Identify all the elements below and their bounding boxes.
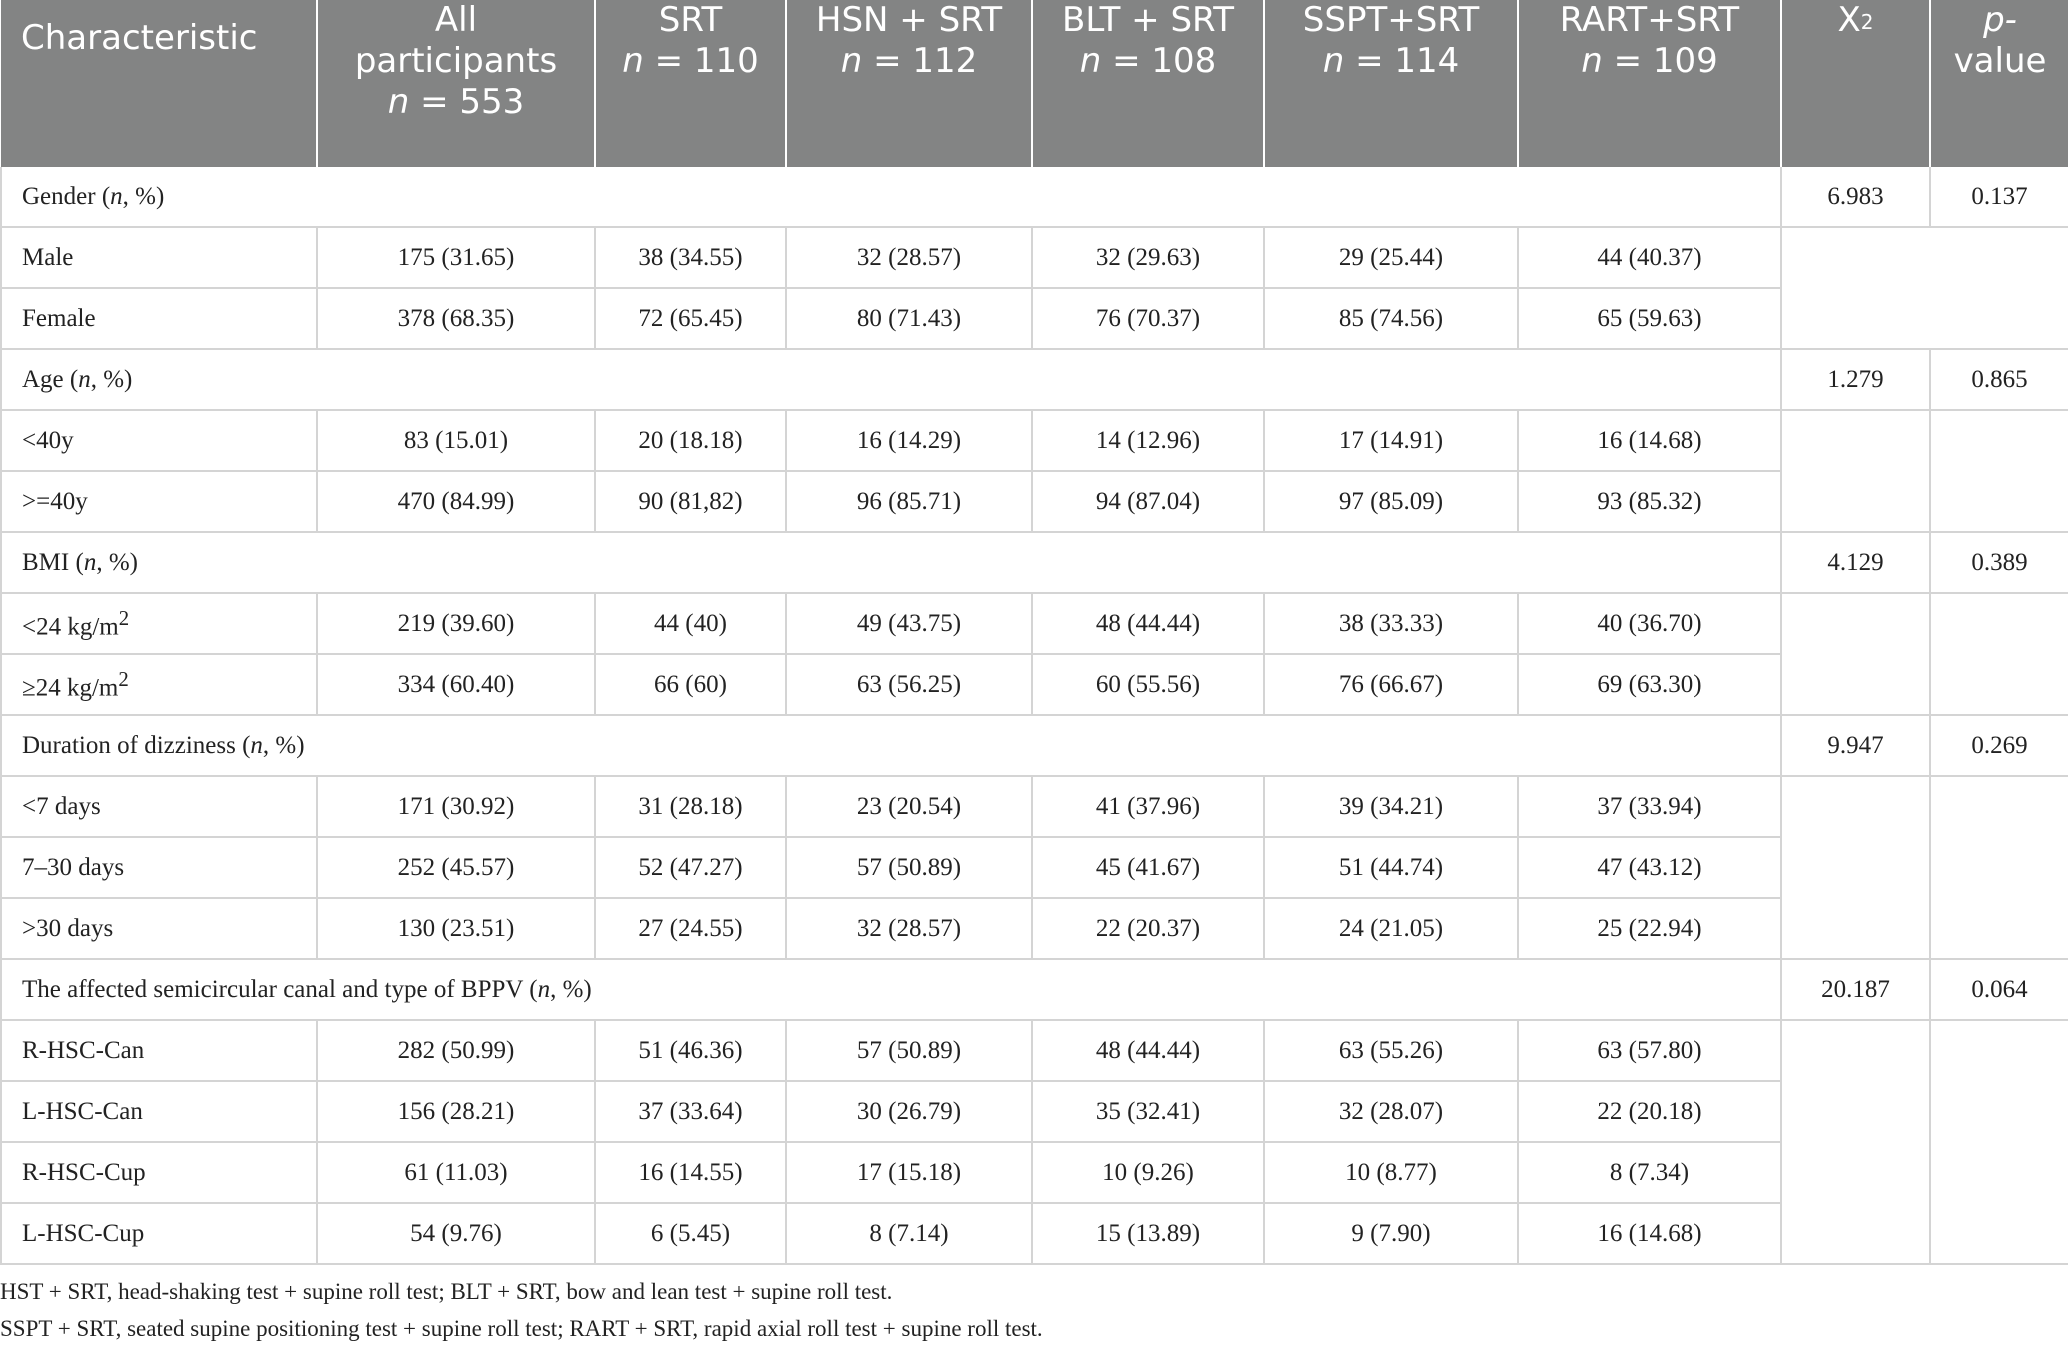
cell-all: 175 (31.65)	[317, 227, 595, 288]
n-symbol: n	[622, 41, 644, 81]
p-value: 0.137	[1930, 167, 2068, 227]
cell-blt: 76 (70.37)	[1032, 288, 1264, 349]
empty-p-cell	[1930, 593, 2068, 715]
row-label: Male	[1, 227, 317, 288]
cell-all: 252 (45.57)	[317, 837, 595, 898]
cell-rart: 63 (57.80)	[1518, 1020, 1781, 1081]
n-symbol: n	[110, 182, 123, 210]
header-all-participants	[317, 0, 595, 167]
p-value: 0.865	[1930, 349, 2068, 410]
cell-blt: 10 (9.26)	[1032, 1142, 1264, 1203]
header-sspt-srt	[1264, 0, 1518, 167]
empty-chi-cell	[1781, 1020, 1930, 1264]
row-label: R-HSC-Can	[1, 1020, 317, 1081]
cell-sspt: 51 (44.74)	[1264, 837, 1518, 898]
cell-all: 334 (60.40)	[317, 654, 595, 715]
p-value: 0.389	[1930, 532, 2068, 593]
header-rart-srt	[1518, 0, 1781, 167]
chi-value: 20.187	[1781, 959, 1930, 1020]
row-label: <24 $kg/m^2$	[1, 593, 317, 654]
cell-rart: 25 (22.94)	[1518, 898, 1781, 959]
cell-srt: 90 (81,82)	[595, 471, 786, 532]
table-row	[1, 410, 2068, 471]
table-row	[1, 471, 2068, 532]
table-row	[1, 593, 2068, 654]
p-value: 0.064	[1930, 959, 2068, 1020]
cell-hsn: 96 (85.71)	[786, 471, 1032, 532]
cell-all: 61 (11.03)	[317, 1142, 595, 1203]
table-row	[1, 1020, 2068, 1081]
header-blt-srt	[1032, 0, 1264, 167]
header-characteristic: Characteristic	[1, 0, 317, 167]
cell-rart: 44 (40.37)	[1518, 227, 1781, 288]
cell-sspt: 38 (33.33)	[1264, 593, 1518, 654]
cell-srt: 52 (47.27)	[595, 837, 786, 898]
cell-rart: 16 (14.68)	[1518, 410, 1781, 471]
row-label: L-HSC-Can	[1, 1081, 317, 1142]
cell-all: 83 (15.01)	[317, 410, 595, 471]
cell-hsn: 16 (14.29)	[786, 410, 1032, 471]
cell-srt: 44 (40)	[595, 593, 786, 654]
cell-all: 470 (84.99)	[317, 471, 595, 532]
unit-superscript: 2	[118, 666, 129, 691]
cell-srt: 37 (33.64)	[595, 1081, 786, 1142]
cell-blt: 94 (87.04)	[1032, 471, 1264, 532]
n-symbol: n	[78, 365, 91, 393]
empty-p-cell	[1930, 776, 2068, 959]
group-row-duration	[1, 715, 2068, 776]
cell-rart: 69 (63.30)	[1518, 654, 1781, 715]
table-row	[1, 1081, 2068, 1142]
cell-sspt: 85 (74.56)	[1264, 288, 1518, 349]
header-hsn-line1: HSN + SRT	[815, 0, 1003, 40]
cell-srt: 51 (46.36)	[595, 1020, 786, 1081]
header-hsn-srt	[786, 0, 1032, 167]
n-value: = 108	[1101, 41, 1217, 81]
cell-hsn: 63 (56.25)	[786, 654, 1032, 715]
cell-hsn: 57 (50.89)	[786, 837, 1032, 898]
cell-srt: 38 (34.55)	[595, 227, 786, 288]
n-symbol: n	[840, 41, 863, 81]
cell-hsn: 8 (7.14)	[786, 1203, 1032, 1264]
header-all-line2: participants	[354, 41, 558, 81]
empty-chi-cell	[1781, 410, 1930, 532]
empty-chi-cell	[1781, 593, 1930, 715]
cell-blt: 45 (41.67)	[1032, 837, 1264, 898]
row-label: >=40y	[1, 471, 317, 532]
table-row	[1, 1203, 2068, 1264]
row-label: Female	[1, 288, 317, 349]
cell-srt: 20 (18.18)	[595, 410, 786, 471]
row-label: <40y	[1, 410, 317, 471]
cell-all: 54 (9.76)	[317, 1203, 595, 1264]
cell-hsn: 57 (50.89)	[786, 1020, 1032, 1081]
cell-blt: 41 (37.96)	[1032, 776, 1264, 837]
chi-base: X	[1837, 0, 1861, 40]
group-row-bmi	[1, 532, 2068, 593]
table-footnotes	[0, 1273, 1043, 1347]
cell-sspt: 39 (34.21)	[1264, 776, 1518, 837]
cell-all: 282 (50.99)	[317, 1020, 595, 1081]
row-label: ≥24 $kg/m^2$	[1, 654, 317, 715]
cell-sspt: 24 (21.05)	[1264, 898, 1518, 959]
header-srt-line1: SRT	[658, 0, 723, 40]
cell-sspt: 63 (55.26)	[1264, 1020, 1518, 1081]
cell-all: 219 (39.60)	[317, 593, 595, 654]
cell-all: 156 (28.21)	[317, 1081, 595, 1142]
group-title: The affected semicircular canal and type of BPPV (n, %)	[1, 959, 1781, 1020]
cell-blt: 15 (13.89)	[1032, 1203, 1264, 1264]
n-symbol: n	[1322, 41, 1345, 81]
cell-all: 378 (68.35)	[317, 288, 595, 349]
header-p-line1	[1937, 0, 2063, 41]
table-row	[1, 1142, 2068, 1203]
header-all-line1: All	[434, 0, 478, 40]
header-rart-n	[1525, 41, 1774, 82]
cell-sspt: 10 (8.77)	[1264, 1142, 1518, 1203]
n-value: = 112	[862, 41, 978, 81]
header-p-line2: value	[1953, 41, 2047, 81]
table-row	[1, 898, 2068, 959]
cell-blt: 32 (29.63)	[1032, 227, 1264, 288]
p-value: 0.269	[1930, 715, 2068, 776]
n-value: = 114	[1344, 41, 1460, 81]
cell-hsn: 49 (43.75)	[786, 593, 1032, 654]
cell-srt: 66 (60)	[595, 654, 786, 715]
group-title: Age (n, %)	[1, 349, 1781, 410]
group-title: Duration of dizziness (n, %)	[1, 715, 1781, 776]
cell-srt: 16 (14.55)	[595, 1142, 786, 1203]
header-hsn-n	[793, 41, 1025, 82]
n-symbol: n	[1079, 41, 1102, 81]
cell-hsn: 32 (28.57)	[786, 898, 1032, 959]
cell-blt: 48 (44.44)	[1032, 593, 1264, 654]
cell-hsn: 32 (28.57)	[786, 227, 1032, 288]
empty-stat-cell	[1781, 227, 2068, 349]
unit-superscript: 2	[118, 605, 130, 630]
cell-blt: 22 (20.37)	[1032, 898, 1264, 959]
header-p-value	[1930, 0, 2068, 167]
footnote-line: SSPT + SRT, seated supine positioning test + supine roll test; RART + SRT, rapid axial roll test + supine roll test.	[0, 1316, 1043, 1341]
table-row	[1, 776, 2068, 837]
cell-rart: 40 (36.70)	[1518, 593, 1781, 654]
cell-rart: 16 (14.68)	[1518, 1203, 1781, 1264]
cell-rart: 8 (7.34)	[1518, 1142, 1781, 1203]
group-title: BMI (n, %)	[1, 532, 1781, 593]
cell-all: 171 (30.92)	[317, 776, 595, 837]
table-header	[1, 0, 2068, 167]
cell-hsn: 23 (20.54)	[786, 776, 1032, 837]
n-symbol: n	[250, 731, 263, 759]
group-title: Gender (n, %)	[1, 167, 1781, 227]
row-label: R-HSC-Cup	[1, 1142, 317, 1203]
table-row	[1, 227, 2068, 288]
header-blt-n	[1039, 41, 1257, 82]
n-symbol: n	[1581, 41, 1603, 81]
header-rart-line1: RART+SRT	[1559, 0, 1740, 40]
cell-sspt: 97 (85.09)	[1264, 471, 1518, 532]
header-chi-square	[1781, 0, 1930, 167]
cell-sspt: 76 (66.67)	[1264, 654, 1518, 715]
table-body	[1, 167, 2068, 1264]
n-symbol: n	[387, 82, 410, 122]
header-row	[1, 0, 2068, 167]
footnote-line: HST + SRT, head-shaking test + supine roll test; BLT + SRT, bow and lean test + supine roll test.	[0, 1279, 893, 1304]
cell-sspt: 9 (7.90)	[1264, 1203, 1518, 1264]
n-symbol: n	[83, 548, 97, 576]
cell-blt: 14 (12.96)	[1032, 410, 1264, 471]
chi-value: 1.279	[1781, 349, 1930, 410]
cell-blt: 35 (32.41)	[1032, 1081, 1264, 1142]
row-label: <7 days	[1, 776, 317, 837]
cell-hsn: 80 (71.43)	[786, 288, 1032, 349]
chi-value: 4.129	[1781, 532, 1930, 593]
cell-srt: 27 (24.55)	[595, 898, 786, 959]
cell-srt: 31 (28.18)	[595, 776, 786, 837]
cell-blt: 48 (44.44)	[1032, 1020, 1264, 1081]
header-srt-n	[602, 41, 779, 82]
row-label: >30 days	[1, 898, 317, 959]
empty-p-cell	[1930, 410, 2068, 532]
cell-rart: 65 (59.63)	[1518, 288, 1781, 349]
header-all-n	[324, 82, 588, 123]
header-blt-line1: BLT + SRT	[1062, 0, 1234, 40]
empty-p-cell	[1930, 1020, 2068, 1264]
n-value: = 110	[643, 41, 759, 81]
row-label: 7–30 days	[1, 837, 317, 898]
cell-rart: 47 (43.12)	[1518, 837, 1781, 898]
table-row	[1, 288, 2068, 349]
cell-rart: 37 (33.94)	[1518, 776, 1781, 837]
row-label: L-HSC-Cup	[1, 1203, 317, 1264]
chi-value: 6.983	[1781, 167, 1930, 227]
n-value: = 553	[409, 82, 525, 122]
chi-value: 9.947	[1781, 715, 1930, 776]
header-sspt-n	[1271, 41, 1511, 82]
cell-hsn: 17 (15.18)	[786, 1142, 1032, 1203]
cell-rart: 22 (20.18)	[1518, 1081, 1781, 1142]
n-value: = 109	[1602, 41, 1718, 81]
empty-chi-cell	[1781, 776, 1930, 959]
header-sspt-line1: SSPT+SRT	[1302, 0, 1480, 40]
table-row	[1, 654, 2068, 715]
cell-sspt: 29 (25.44)	[1264, 227, 1518, 288]
cell-sspt: 32 (28.07)	[1264, 1081, 1518, 1142]
group-row-age	[1, 349, 2068, 410]
group-row-canal	[1, 959, 2068, 1020]
cell-rart: 93 (85.32)	[1518, 471, 1781, 532]
n-symbol: n	[537, 975, 551, 1003]
group-row-gender	[1, 167, 2068, 227]
cell-srt: 6 (5.45)	[595, 1203, 786, 1264]
table-row	[1, 837, 2068, 898]
header-srt	[595, 0, 786, 167]
cell-blt: 60 (55.56)	[1032, 654, 1264, 715]
cell-sspt: 17 (14.91)	[1264, 410, 1518, 471]
cell-hsn: 30 (26.79)	[786, 1081, 1032, 1142]
p-symbol: p-	[1983, 0, 2017, 40]
chi-superscript: 2	[1860, 10, 1874, 34]
cell-all: 130 (23.51)	[317, 898, 595, 959]
cell-srt: 72 (65.45)	[595, 288, 786, 349]
